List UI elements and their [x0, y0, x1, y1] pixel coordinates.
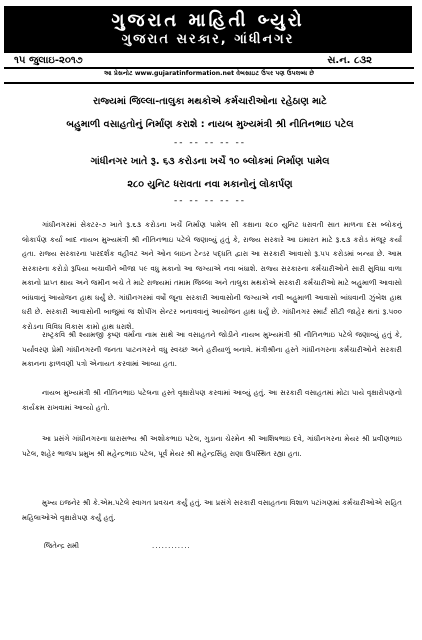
paragraph-3: [22, 386, 402, 415]
headline-3: ગાંધીનગર ખાતે રૂ. ૬૩ કરોડના ખર્ચે ૧૦ બ્લોકમાં નિર્માણ પામેલ: [90, 156, 330, 167]
paragraph-5: [22, 496, 402, 525]
headline-4: ૨૮૦ યુનિટ ધરાવતા નવા મકાનોનું લોકાર્પણ: [127, 179, 293, 190]
meta-row: [4, 55, 412, 67]
paragraph-1: [22, 218, 402, 334]
separator-2: -- -- -- -- --: [174, 196, 246, 206]
header-banner: [4, 6, 412, 53]
headline-1: રાજ્યમાં જિલ્લા-તાલુકા મથકોએ કર્મચારીઓના રહેઠાણ માટે: [93, 96, 327, 107]
bureau-title: ગુજરાત માહિતી બ્યુરો: [111, 10, 305, 31]
separator-1: -- -- -- -- --: [174, 138, 246, 148]
release-number: સ.ન. ૮૩૨: [327, 55, 372, 66]
paragraph-2: [22, 328, 402, 372]
headline-2: બહુમાળી વસાહતોનું નિર્માણ કરાશે : નાયબ મુખ્યમંત્રી શ્રી નીતિનભાઇ પટેલ: [66, 119, 354, 130]
website-note: આ પ્રેસનોટ www.gujaratinformation.net વેબસાઇટ ઉપર પણ ઉપલબ્ધ છે: [103, 70, 315, 77]
bureau-subtitle: ગુજરાત સરકાર, ગાંધીનગર: [121, 32, 295, 47]
top-rule: [4, 67, 414, 69]
paragraph-text: નાયબ મુખ્યમંત્રી શ્રી નીતિનભાઇ પટેલના હસ્તે વૃક્ષારોપણ કરવામાં આવ્યું હતું. આ સરકારી વસાહતમાં મોટા પાયે વૃક્ષારોપણનો કાર્યક્રમ રાખવામાં આવ્યો હતો.: [22, 388, 402, 412]
web-rule: [4, 82, 414, 84]
signature: જિતેન્દ્ર રામી: [44, 542, 79, 550]
paragraph-text: મુખ્ય ઇજનેર શ્રી કે.એમ.પટેલે સ્વાગત પ્રવચન કર્યું હતું. આ પ્રસંગે સરકારી વસાહતના વિશાળ પટાંગણમાં કર્મચારીઓએ સહિત મહિલાઓએ વૃક્ષારોપણ કર્યું હતું.: [22, 498, 402, 522]
paragraph-text: આ પ્રસંગે ગાંધીનગરના ધારાસભ્ય શ્રી અશોકભાઇ પટેલ, ગુડાના ચેરમેન શ્રી આશિષભાઇ દવે, ગાંધીનગરના મેયર શ્રી પ્રવીણભાઇ પટેલ, શહેર ભાજપ પ્રમુખ શ્રી મહેન્દ્રભાઇ પટેલ, પૂર્વ મેયર શ્રી મહેન્દ્રસિંહ રાણા ઉપસ્થિત રહ્યા હતા.: [22, 434, 402, 458]
release-date: ૧૫ જુલાઇ-૨૦૧૭: [14, 55, 83, 66]
paragraph-4: [22, 432, 402, 461]
paragraph-text: રાષ્ટ્રકવિ શ્રી શ્યામજી કૃષ્ણ વર્માના નામ સાથે આ વસાહતને જોડીને નાયબ મુખ્યમંત્રી શ્રી નીતિનભાઇ પટેલે જણાવ્યું હતું કે, પર્યાવરણ પ્રેમી ગાંધીનગરની જનતા પાટનગરને વધુ સ્વચ્છ અને હરીયાળું બનાવે. મંત્રીશ્રીના હસ્તે ગાંધીનગરના કર્મચારીઓને સરકારી મકાનના ફાળવણી પત્રો એનાયત કરવામાં આવ્યા હતા.: [22, 330, 402, 368]
end-dots: ............: [152, 542, 191, 550]
paragraph-text: ગાંધીનગરમાં સેક્ટર-૭ ખાતે રૂ.૬૩ કરોડના ખર્ચે નિર્માણ પામેલ સી કક્ષાના ૨૮૦ યુનિટ ધરાવતી સાત માળના દસ બ્લોકનું લોકાર્પણ કર્યા બાદ નાયબ મુખ્યમંત્રી શ્રી નીતિનભાઇ પટેલે જણાવ્યું હતું કે, રાજ્ય સરકારે આ ઇમારત માટે રૂ.૬૩ કરોડ મંજૂર કર્યા હતા. રાજ્ય સરકારના પારદર્શક વહીવટ અને ઓન લાઇન ટેન્ડર પદ્ધતિ દ્વારા આ સરકારી આવાસો રૂ.૫૫ કરોડમાં બન્યા છે. આમ સરકારના કરોડો રૂપિયા બચાવીને બીજા ૫૯ વધુ મકાનો આ જગ્યાએ નવા બંધાશે. રાજ્ય સરકારના કર્મચારીઓને સારી સુવિધા વાળા મકાનો પ્રાપ્ત થાય અને જમીન બચે તે માટે રાજ્યમાં તમામ જિલ્લા અને તાલુકા મથકોએ સરકારી કર્મચારીઓ માટે બહુમાળી આવાસો બાંધવાનું આયોજન હાથ ધર્યું છે. ગાંધીનગરમાં વર્ષો જૂના સરકારી આવાસોની જગ્યાએ નવી બહુમાળી આવાસો બાંધવાની ઝુંબેશ હાથ ધરી છે. સરકારી આવાસોની બાજુમાં જ શોપીંગ સેન્ટર બનાવવાનું આયોજન હાથ ધર્યું છે. ગાંધીનગર સ્માર્ટ સીટી જાહેર થતાં રૂ.૫૦૦ કરોડના વિવિધ વિકાસ કામો હાથ ધરાશે.: [22, 220, 402, 331]
